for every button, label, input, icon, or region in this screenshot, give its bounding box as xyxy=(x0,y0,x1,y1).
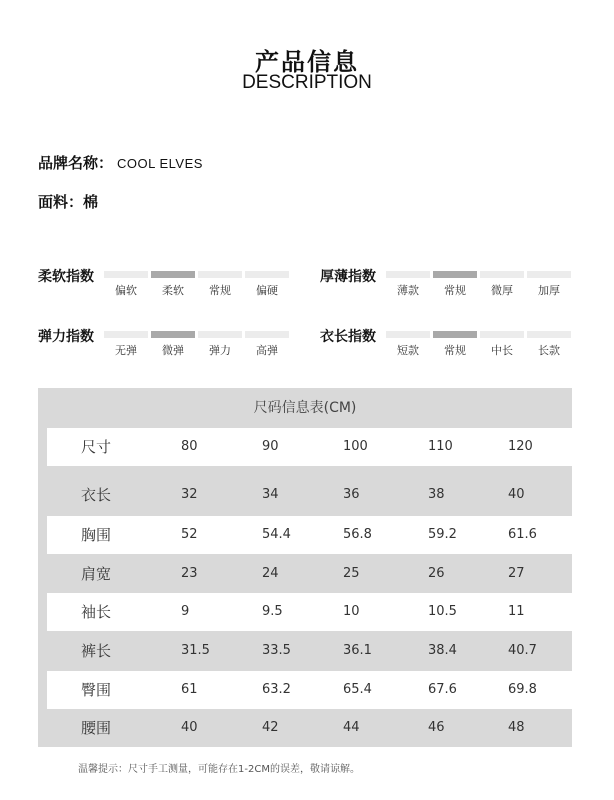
page-title-en: DESCRIPTION xyxy=(242,72,372,93)
softness-bar-2 xyxy=(151,271,195,278)
softness-bar-4 xyxy=(245,271,289,278)
table-cell: 54.4 xyxy=(262,527,291,542)
size-table xyxy=(38,388,572,747)
table-cell: 23 xyxy=(181,566,198,581)
softness-option-4: 偏硬 xyxy=(256,284,278,297)
softness-bar-1 xyxy=(104,271,148,278)
elasticity-index-label: 弹力指数 xyxy=(38,329,94,345)
softness-bar-3 xyxy=(198,271,242,278)
length-index-label: 衣长指数 xyxy=(320,329,376,345)
table-cell: 90 xyxy=(262,439,279,454)
table-cell: 56.8 xyxy=(343,527,372,542)
table-cell: 120 xyxy=(508,439,533,454)
length-bar-3 xyxy=(480,331,524,338)
length-bar-2 xyxy=(433,331,477,338)
table-row xyxy=(47,516,572,554)
elasticity-option-2: 微弹 xyxy=(162,344,184,357)
table-row xyxy=(38,476,572,514)
length-option-1: 短款 xyxy=(397,344,419,357)
footnote: 温馨提示：尺寸手工测量，可能存在1-2CM的误差，敬请谅解。 xyxy=(78,764,360,775)
length-bar-1 xyxy=(386,331,430,338)
softness-option-1: 偏软 xyxy=(115,284,137,297)
thickness-bar-1 xyxy=(386,271,430,278)
table-cell: 110 xyxy=(428,439,453,454)
row-label: 尺寸 xyxy=(81,438,112,456)
table-cell: 46 xyxy=(428,720,445,735)
fabric-label: 面料： xyxy=(38,193,84,211)
table-cell: 34 xyxy=(262,487,279,502)
table-cell: 26 xyxy=(428,566,445,581)
table-cell: 61 xyxy=(181,682,198,697)
table-cell: 11 xyxy=(508,604,525,619)
thickness-bar-4 xyxy=(527,271,571,278)
table-cell: 69.8 xyxy=(508,682,537,697)
thickness-bar-2 xyxy=(433,271,477,278)
brand-row xyxy=(38,152,203,173)
table-cell: 25 xyxy=(343,566,360,581)
softness-option-3: 常规 xyxy=(209,284,231,297)
thickness-option-4: 加厚 xyxy=(538,284,560,297)
length-option-4: 长款 xyxy=(538,344,560,357)
table-cell: 10.5 xyxy=(428,604,457,619)
elasticity-bar-2 xyxy=(151,331,195,338)
table-cell: 52 xyxy=(181,527,198,542)
table-row xyxy=(38,632,572,670)
row-label: 胸围 xyxy=(81,526,112,544)
table-cell: 10 xyxy=(343,604,360,619)
table-row xyxy=(47,593,572,631)
length-option-3: 中长 xyxy=(491,344,513,357)
row-label: 肩宽 xyxy=(81,565,112,583)
table-cell: 33.5 xyxy=(262,643,291,658)
table-cell: 32 xyxy=(181,487,198,502)
thickness-bar-3 xyxy=(480,271,524,278)
row-label: 袖长 xyxy=(81,603,112,621)
elasticity-option-3: 弹力 xyxy=(209,344,231,357)
table-row xyxy=(38,555,572,593)
row-label: 臀围 xyxy=(81,681,112,699)
table-cell: 38 xyxy=(428,487,445,502)
elasticity-option-1: 无弹 xyxy=(115,344,137,357)
table-cell: 67.6 xyxy=(428,682,457,697)
elasticity-bar-3 xyxy=(198,331,242,338)
elasticity-option-4: 高弹 xyxy=(256,344,278,357)
page-title-cn: 产品信息 xyxy=(255,48,359,76)
fabric-value: 棉 xyxy=(83,193,99,211)
thickness-index-label: 厚薄指数 xyxy=(320,269,376,285)
softness-index xyxy=(38,266,298,300)
table-cell: 44 xyxy=(343,720,360,735)
elasticity-bar-1 xyxy=(104,331,148,338)
table-cell: 61.6 xyxy=(508,527,537,542)
thickness-option-2: 常规 xyxy=(444,284,466,297)
table-cell: 27 xyxy=(508,566,525,581)
length-bar-4 xyxy=(527,331,571,338)
table-row xyxy=(38,709,572,747)
brand-value: COOL ELVES xyxy=(117,156,203,171)
table-cell: 36.1 xyxy=(343,643,372,658)
table-cell: 9.5 xyxy=(262,604,283,619)
table-row xyxy=(47,428,572,466)
table-cell: 40.7 xyxy=(508,643,537,658)
thickness-index xyxy=(320,266,580,300)
table-cell: 100 xyxy=(343,439,368,454)
row-label: 腰围 xyxy=(81,719,112,737)
size-table-caption: 尺码信息表(CM) xyxy=(253,400,357,416)
thickness-option-3: 微厚 xyxy=(491,284,513,297)
table-cell: 48 xyxy=(508,720,525,735)
table-cell: 40 xyxy=(181,720,198,735)
table-cell: 9 xyxy=(181,604,190,619)
length-index xyxy=(320,326,580,360)
table-row xyxy=(47,671,572,709)
table-cell: 36 xyxy=(343,487,360,502)
brand-label: 品牌名称： xyxy=(38,154,114,172)
table-cell: 80 xyxy=(181,439,198,454)
table-cell: 38.4 xyxy=(428,643,457,658)
softness-index-label: 柔软指数 xyxy=(38,269,94,285)
row-label: 衣长 xyxy=(81,486,112,504)
softness-option-2: 柔软 xyxy=(162,284,184,297)
table-cell: 42 xyxy=(262,720,279,735)
fabric-row xyxy=(38,191,98,212)
length-option-2: 常规 xyxy=(444,344,466,357)
row-label: 裤长 xyxy=(81,642,112,660)
table-cell: 59.2 xyxy=(428,527,457,542)
table-cell: 63.2 xyxy=(262,682,291,697)
elasticity-bar-4 xyxy=(245,331,289,338)
table-cell: 65.4 xyxy=(343,682,372,697)
elasticity-index xyxy=(38,326,298,360)
table-cell: 40 xyxy=(508,487,525,502)
table-cell: 31.5 xyxy=(181,643,210,658)
thickness-option-1: 薄款 xyxy=(397,284,419,297)
table-cell: 24 xyxy=(262,566,279,581)
